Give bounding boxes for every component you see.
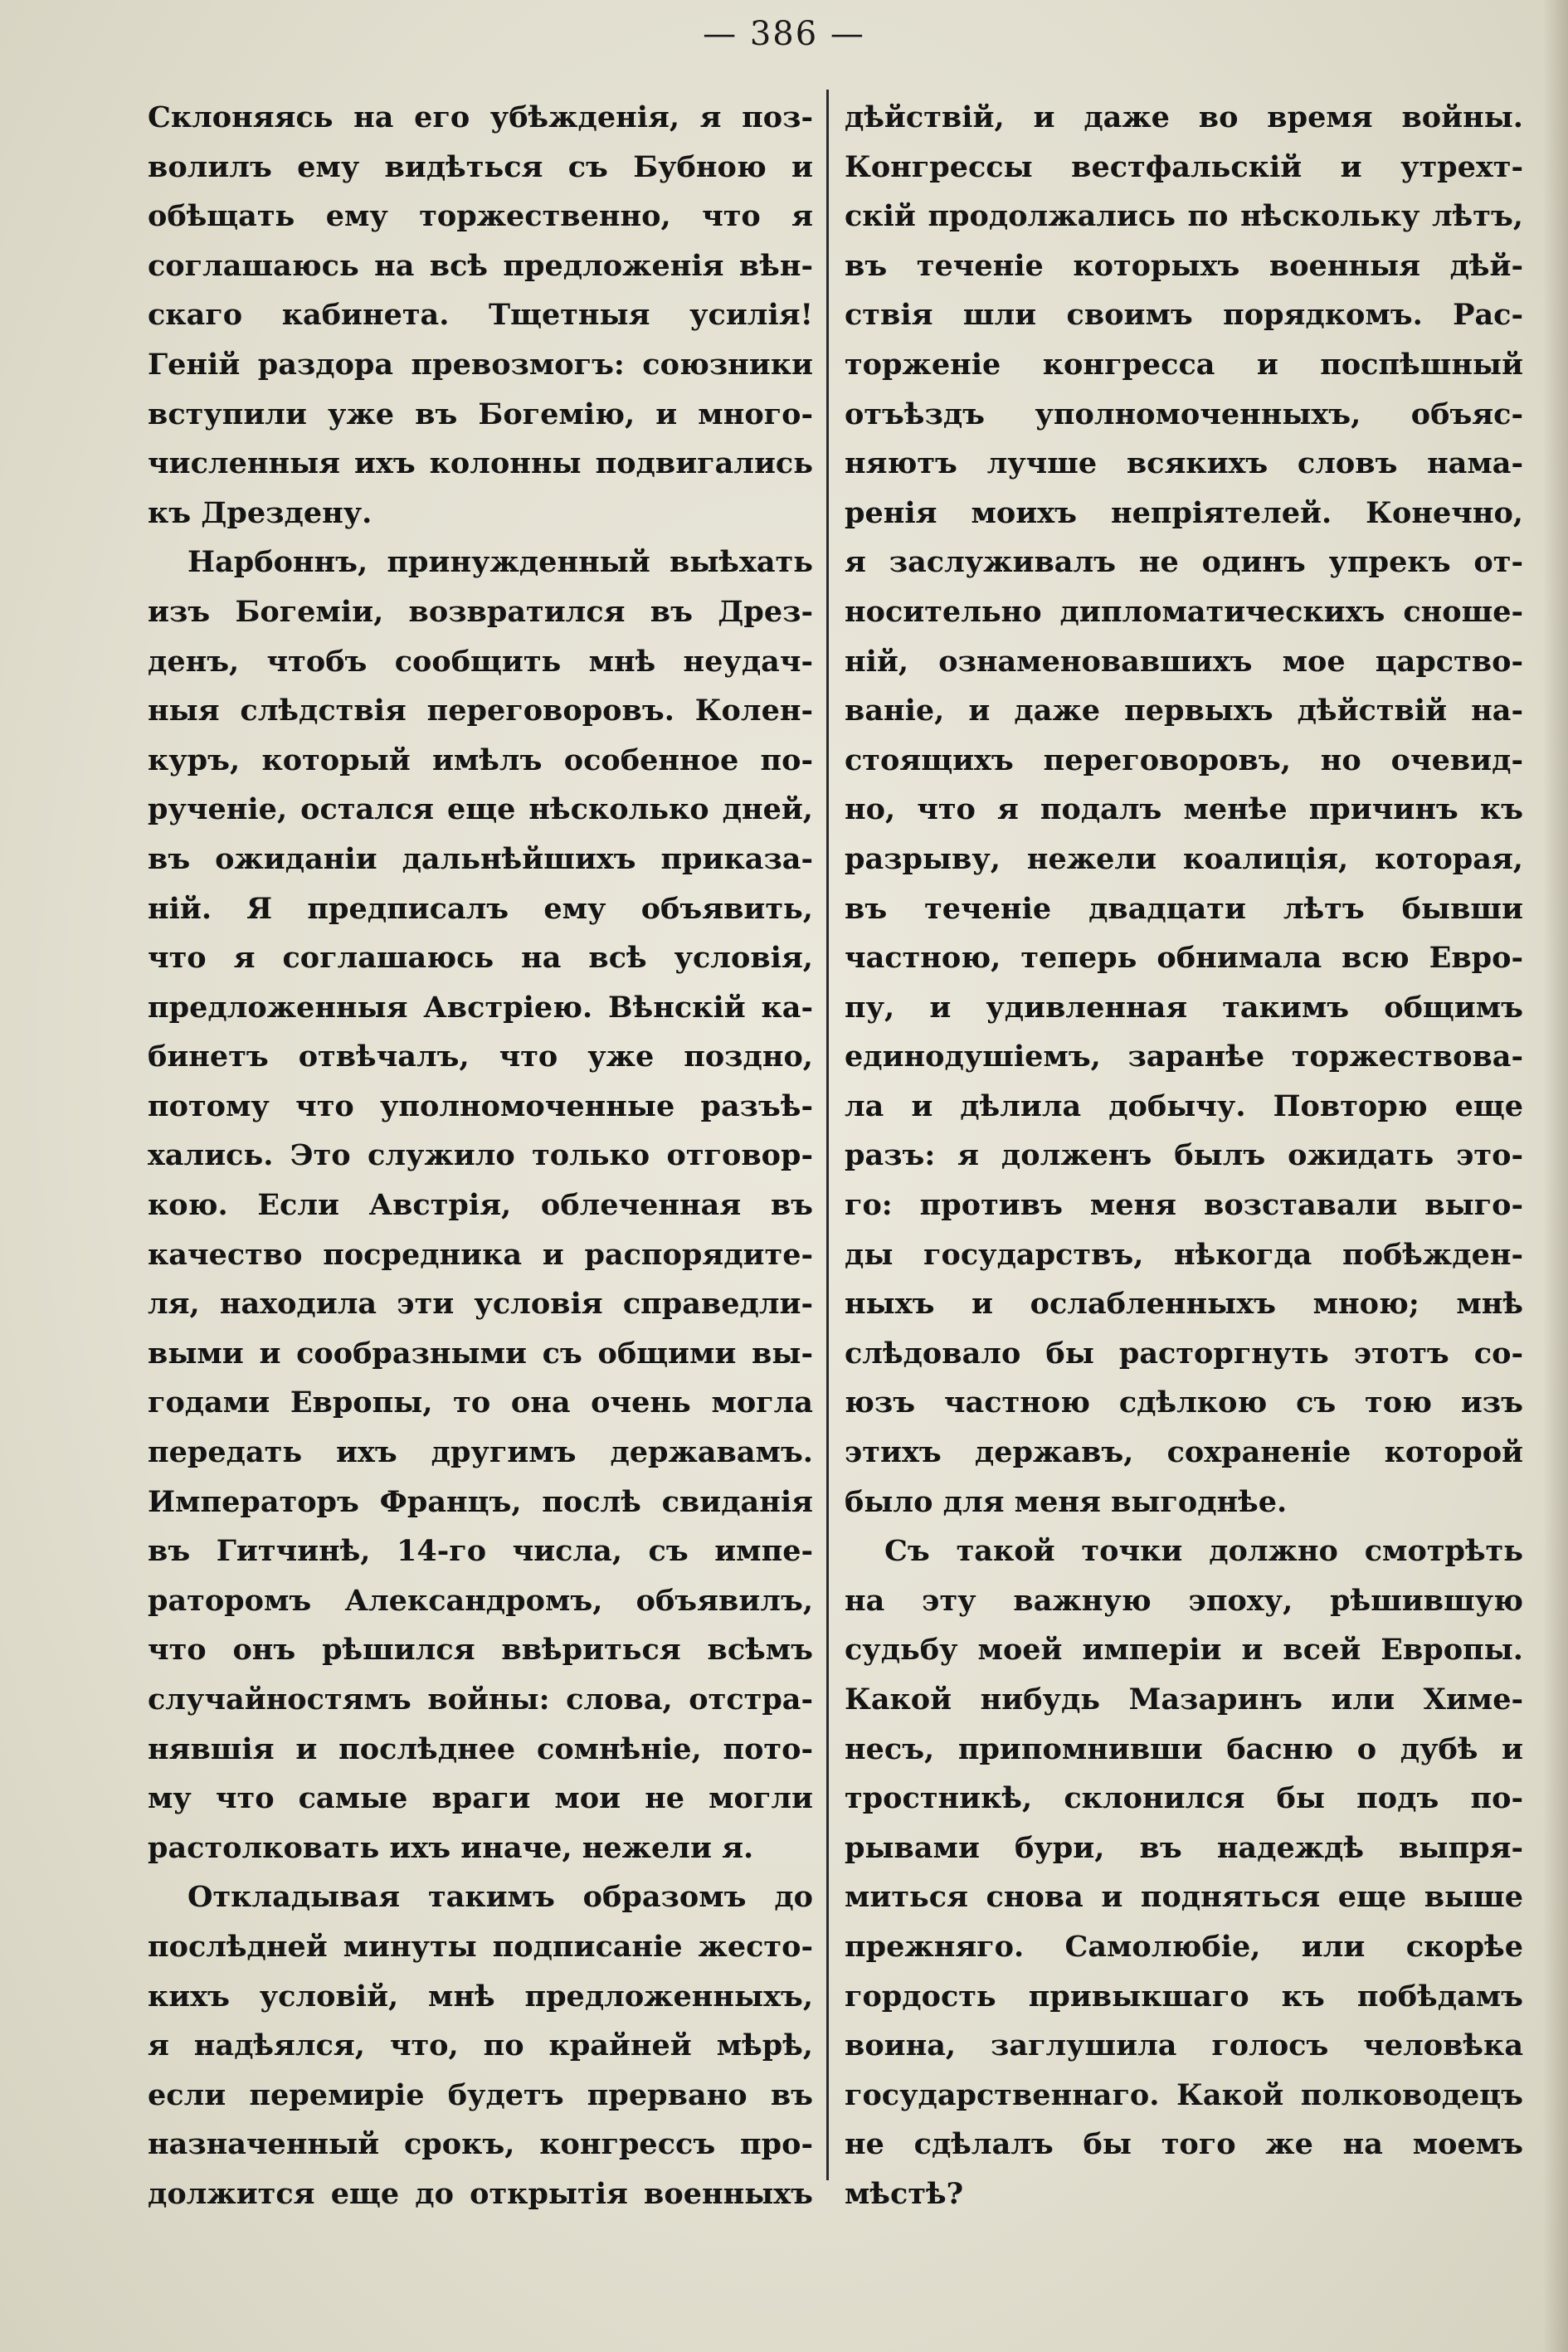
text-line: бинетъ отвѣчалъ, что уже поздно,	[148, 1040, 813, 1074]
text-line: кихъ условій, мнѣ предложенныхъ,	[148, 1979, 813, 2014]
text-line: ла и дѣлила добычу. Повторю еще	[845, 1088, 1523, 1123]
text-line: му что самые враги мои не могли	[148, 1781, 813, 1816]
column-divider	[826, 90, 829, 2180]
right-column	[845, 93, 1523, 2219]
text-line: ній. Я предписалъ ему объявить,	[148, 891, 813, 926]
text-line: раторомъ Александромъ, объявилъ,	[148, 1583, 813, 1618]
text-line: скаго кабинета. Тщетныя усилія!	[148, 298, 813, 333]
text-line: разрыву, нежели коалиція, которая,	[845, 841, 1523, 876]
text-line: разъ: я долженъ былъ ожидать это-	[845, 1138, 1523, 1173]
text-line: что онъ рѣшился ввѣриться всѣмъ	[148, 1633, 813, 1668]
text-line: прежняго. Самолюбіе, или скорѣе	[845, 1929, 1523, 1964]
text-line: Откладывая такимъ образомъ до	[187, 1880, 813, 1915]
text-line: слѣдовало бы расторгнуть этотъ со-	[845, 1336, 1523, 1371]
text-line: Склоняясь на его убѣжденія, я поз-	[148, 100, 813, 134]
text-line: соглашаюсь на всѣ предложенія вѣн-	[148, 248, 813, 283]
text-line: дѣйствій, и даже во время войны.	[845, 100, 1523, 134]
text-line: обѣщать ему торжественно, что я	[148, 199, 813, 234]
text-line: государственнаго. Какой полководецъ	[845, 2077, 1523, 2112]
text-line: ствія шли своимъ порядкомъ. Рас-	[845, 298, 1523, 333]
text-line: растолковать ихъ иначе, нежели я.	[148, 1830, 754, 1865]
text-line: го: противъ меня возставали выго-	[845, 1188, 1523, 1223]
text-line: потому что уполномоченные разъѣ-	[148, 1088, 813, 1123]
text-line: юзъ частною сдѣлкою съ тою изъ	[845, 1385, 1523, 1420]
text-line: не сдѣлалъ бы того же на моемъ	[845, 2127, 1523, 2162]
text-line: вступили уже въ Богемію, и много-	[148, 397, 813, 431]
text-line: пу, и удивленная такимъ общимъ	[845, 990, 1523, 1025]
text-line: ля, находила эти условія справедли-	[148, 1287, 813, 1322]
text-line: въ теченіе которыхъ военныя дѣй-	[845, 248, 1523, 283]
text-line: гордость привыкшаго къ побѣдамъ	[845, 1979, 1523, 2014]
text-line: няютъ лучше всякихъ словъ нама-	[845, 446, 1523, 481]
text-line: скій продолжались по нѣскольку лѣтъ,	[845, 199, 1523, 234]
text-line: торженіе конгресса и поспѣшный	[845, 347, 1523, 382]
text-line: годами Европы, то она очень могла	[148, 1385, 813, 1420]
text-line: случайностямъ войны: слова, отстра-	[148, 1682, 813, 1717]
text-line: Какой нибудь Мазаринъ или Химе-	[845, 1682, 1523, 1717]
page-edge-shadow	[1543, 0, 1568, 2352]
left-column	[148, 93, 813, 2219]
text-line: рученіе, остался еще нѣсколько дней,	[148, 792, 813, 827]
text-line: Нарбоннъ, принужденный выѣхать	[187, 545, 813, 580]
text-line: изъ Богеміи, возвратился въ Дрез-	[148, 594, 813, 629]
text-line: нявшія и послѣднее сомнѣніе, пото-	[148, 1731, 813, 1766]
text-line: ній, ознаменовавшихъ мое царство-	[845, 644, 1523, 679]
text-line: несъ, припомнивши басню о дубѣ и	[845, 1731, 1523, 1766]
text-line: Съ такой точки должно смотрѣть	[884, 1534, 1523, 1569]
text-line: кою. Если Австрія, облеченная въ	[148, 1188, 813, 1223]
text-line: воина, заглушила голосъ человѣка	[845, 2028, 1523, 2063]
text-line: единодушіемъ, заранѣе торжествова-	[845, 1040, 1523, 1074]
text-line: куръ, который имѣлъ особенное по-	[148, 743, 813, 777]
text-line: къ Дрездену.	[148, 495, 373, 530]
text-line: волилъ ему видѣться съ Бубною и	[148, 149, 813, 184]
text-line: численныя ихъ колонны подвигались	[148, 446, 813, 481]
text-line: ныхъ и ослабленныхъ мною; мнѣ	[845, 1287, 1523, 1322]
text-line: тростникѣ, склонился бы подъ по-	[845, 1781, 1523, 1816]
text-line: Императоръ Францъ, послѣ свиданія	[148, 1484, 813, 1519]
text-line: этихъ державъ, сохраненіе которой	[845, 1435, 1523, 1470]
text-line: назначенный срокъ, конгрессъ про-	[148, 2127, 813, 2162]
text-line: на эту важную эпоху, рѣшившую	[845, 1583, 1523, 1618]
text-line: денъ, чтобъ сообщить мнѣ неудач-	[148, 644, 813, 679]
page-number: — 386 —	[703, 15, 865, 53]
text-line: частною, теперь обнимала всю Евро-	[845, 941, 1523, 976]
text-line: я заслуживалъ не одинъ упрекъ от-	[845, 545, 1523, 580]
text-line: Геній раздора превозмогъ: союзники	[148, 347, 813, 382]
text-line: передать ихъ другимъ державамъ.	[148, 1435, 813, 1470]
text-line: въ Гитчинѣ, 14-го числа, съ импе-	[148, 1534, 813, 1569]
text-line: въ ожиданіи дальнѣйшихъ приказа-	[148, 841, 813, 876]
text-line: рывами бури, въ надеждѣ выпря-	[845, 1830, 1523, 1865]
text-line: мѣстѣ?	[845, 2176, 964, 2211]
text-line: качество посредника и распорядите-	[148, 1237, 813, 1272]
text-line: ренія моихъ непріятелей. Конечно,	[845, 495, 1523, 530]
text-line: въ теченіе двадцати лѣтъ бывши	[845, 891, 1523, 926]
text-line: но, что я подалъ менѣе причинъ къ	[845, 792, 1523, 827]
text-line: Конгрессы вестфальскій и утрехт-	[845, 149, 1523, 184]
text-line: хались. Это служило только отговор-	[148, 1138, 813, 1173]
text-line: я надѣялся, что, по крайней мѣрѣ,	[148, 2028, 813, 2063]
text-line: отъѣздъ уполномоченныхъ, объяс-	[845, 397, 1523, 431]
text-line: должится еще до открытія военныхъ	[148, 2176, 813, 2211]
text-line: стоящихъ переговоровъ, но очевид-	[845, 743, 1523, 777]
text-line: выми и сообразными съ общими вы-	[148, 1336, 813, 1371]
text-line: носительно дипломатическихъ снoше-	[845, 594, 1523, 629]
text-line: предложенныя Австріею. Вѣнскій ка-	[148, 990, 813, 1025]
text-line: ды государствъ, нѣкогда побѣжден-	[845, 1237, 1523, 1272]
text-line: если перемиріе будетъ прервано въ	[148, 2077, 813, 2112]
text-line: что я соглашаюсь на всѣ условія,	[148, 941, 813, 976]
text-line: ныя слѣдствія переговоровъ. Колен-	[148, 694, 813, 728]
text-line: послѣдней минуты подписаніе жесто-	[148, 1929, 813, 1964]
text-line: миться снова и подняться еще выше	[845, 1880, 1523, 1915]
text-line: судьбу моей имперіи и всей Европы.	[845, 1633, 1523, 1668]
text-line: было для меня выгоднѣе.	[845, 1484, 1288, 1519]
text-line: ваніе, и даже первыхъ дѣйствій на-	[845, 694, 1523, 728]
